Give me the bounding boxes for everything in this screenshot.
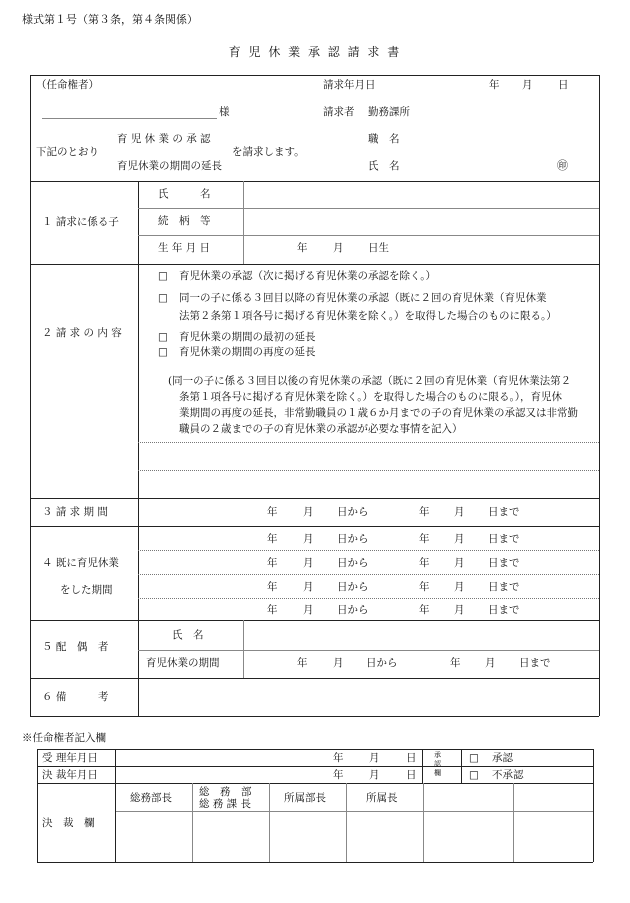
checkbox-item2[interactable]: □ [158,292,168,304]
item4-text: 育児休業の期間の再度の延長 [179,346,316,358]
date-day-unit: 日 [558,79,569,91]
prior-from-month: 月 [303,581,314,593]
section6-label: ６ 備 考 [42,691,109,703]
received-year-unit: 年 [333,752,344,764]
appointer-name-line[interactable] [42,118,217,119]
spouse-from-year: 年 [297,657,308,669]
decision-month-unit: 月 [369,769,380,781]
prior-from-year: 年 [267,581,278,593]
reject-text: 不承認 [492,769,524,781]
date-year-unit: 年 [489,79,500,91]
child-birth-label: 生 年 月 日 [158,242,211,254]
appointer-label: （任命権者） [36,79,99,91]
period-to-day: 日まで [488,506,520,518]
checkbox-item1[interactable]: □ [158,270,168,282]
item1-text: 育児休業の承認（次に掲げる育児休業の承認を除く。） [179,270,437,282]
position-label: 職 名 [368,133,400,145]
prior-to-year: 年 [419,581,430,593]
item2-text-line2: 法第２条第１項各号に掲げる育児休業を除く。）を取得した場合のものに限る。） [179,310,557,322]
section1-label: １ 請求に係る子 [42,216,119,228]
child-relation-label: 続 柄 等 [158,215,211,227]
birth-month-unit: 月 [333,242,344,254]
period-to-year: 年 [419,506,430,518]
section5-label: ５ 配 偶 者 [42,641,109,653]
prior-to-month: 月 [454,604,465,616]
prior-to-month: 月 [454,581,465,593]
period-from-day: 日から [337,506,369,518]
option-approval: 育 児 休 業 の 承 認 [117,133,211,145]
request-date-label: 請求年月日 [323,79,376,91]
spouse-from-day: 日から [366,657,398,669]
received-month-unit: 月 [369,752,380,764]
prior-from-month: 月 [303,604,314,616]
received-day-unit: 日 [406,752,417,764]
col-general-affairs-dept-line2: 総 務 課 長 [199,798,252,810]
prior-from-day: 日から [337,557,369,569]
seal-icon: ㊞ [557,159,568,172]
item3-text: 育児休業の期間の最初の延長 [179,331,316,343]
section4-label-line2: をした期間 [60,584,113,596]
birth-day-unit: 日生 [368,242,389,254]
approve-checkbox[interactable]: □ [469,752,479,764]
reject-checkbox[interactable]: □ [469,769,479,781]
decision-day-unit: 日 [406,769,417,781]
received-date-label: 受 理年月日 [42,752,98,764]
prior-to-year: 年 [419,533,430,545]
note-line3: 業期間の再度の延長，非常勤職員の１歳６か月までの子の育児休業の承認又は非常勤 [179,407,578,419]
birth-year-unit: 年 [297,242,308,254]
page-title: 育 児 休 業 承 認 請 求 書 [228,45,402,59]
prior-from-year: 年 [267,557,278,569]
item2-text-line1: 同一の子に係る３回目以降の育児休業の承認（既に２回の育児休業（育児休業 [179,292,547,304]
section4-label-line1: ４ 既に育児休業 [42,557,119,569]
prior-to-day: 日まで [488,581,520,593]
spouse-period-label: 育児休業の期間 [146,657,220,669]
prior-from-month: 月 [303,533,314,545]
prior-from-year: 年 [267,533,278,545]
decision-date-label: 決 裁年月日 [42,769,98,781]
prior-from-year: 年 [267,604,278,616]
note-line2: 条第１項各号に掲げる育児休業を除く。）を取得した場合のものに限る。），育児休 [179,391,563,403]
child-name-label: 氏 名 [158,188,211,200]
workplace-label: 勤務課所 [368,106,410,118]
spouse-to-day: 日まで [519,657,551,669]
decision-year-unit: 年 [333,769,344,781]
prior-to-year: 年 [419,557,430,569]
spouse-name-label: 氏 名 [172,629,204,641]
spouse-from-month: 月 [333,657,344,669]
section3-label: ３ 請 求 期 間 [42,506,108,518]
sentence-prefix: 下記のとおり [36,146,99,158]
prior-from-day: 日から [337,604,369,616]
prior-to-year: 年 [419,604,430,616]
kessai-label: 決 裁 欄 [42,817,95,829]
period-from-month: 月 [303,506,314,518]
checkbox-item3[interactable]: □ [158,331,168,343]
prior-from-month: 月 [303,557,314,569]
prior-from-day: 日から [337,581,369,593]
period-to-month: 月 [454,506,465,518]
requester-label: 請求者 [323,106,355,118]
section2-label: ２ 請 求 の 内 容 [42,327,122,339]
appointer-section-heading: ※任命権者記入欄 [22,732,106,744]
prior-to-day: 日まで [488,557,520,569]
prior-to-day: 日まで [488,533,520,545]
checkbox-item4[interactable]: □ [158,346,168,358]
sentence-suffix: を請求します。 [232,146,305,158]
prior-to-month: 月 [454,533,465,545]
name-label: 氏 名 [368,160,400,172]
prior-to-day: 日まで [488,604,520,616]
date-month-unit: 月 [522,79,533,91]
col-office-head: 所属長 [366,792,398,804]
approval-column-label: 承認欄 [434,751,441,777]
col-general-affairs-director: 総務部長 [130,792,172,804]
prior-from-day: 日から [337,533,369,545]
col-general-affairs-dept-line1: 総 務 部 [199,786,252,798]
prior-to-month: 月 [454,557,465,569]
approve-text: 承認 [492,752,513,764]
spouse-to-year: 年 [450,657,461,669]
note-line1: (同一の子に係る３回目以後の育児休業の承認（既に２回の育児休業（育児休業法第２ [168,375,572,387]
form-number: 様式第１号（第３条，第４条関係） [22,13,198,26]
col-dept-director: 所属部長 [284,792,326,804]
option-extension: 育児休業の期間の延長 [117,160,222,172]
note-line4: 職員の２歳までの子の育児休業の承認が必要な事情を記入） [179,423,463,435]
sama-label: 様 [219,106,230,118]
spouse-to-month: 月 [485,657,496,669]
period-from-year: 年 [267,506,278,518]
